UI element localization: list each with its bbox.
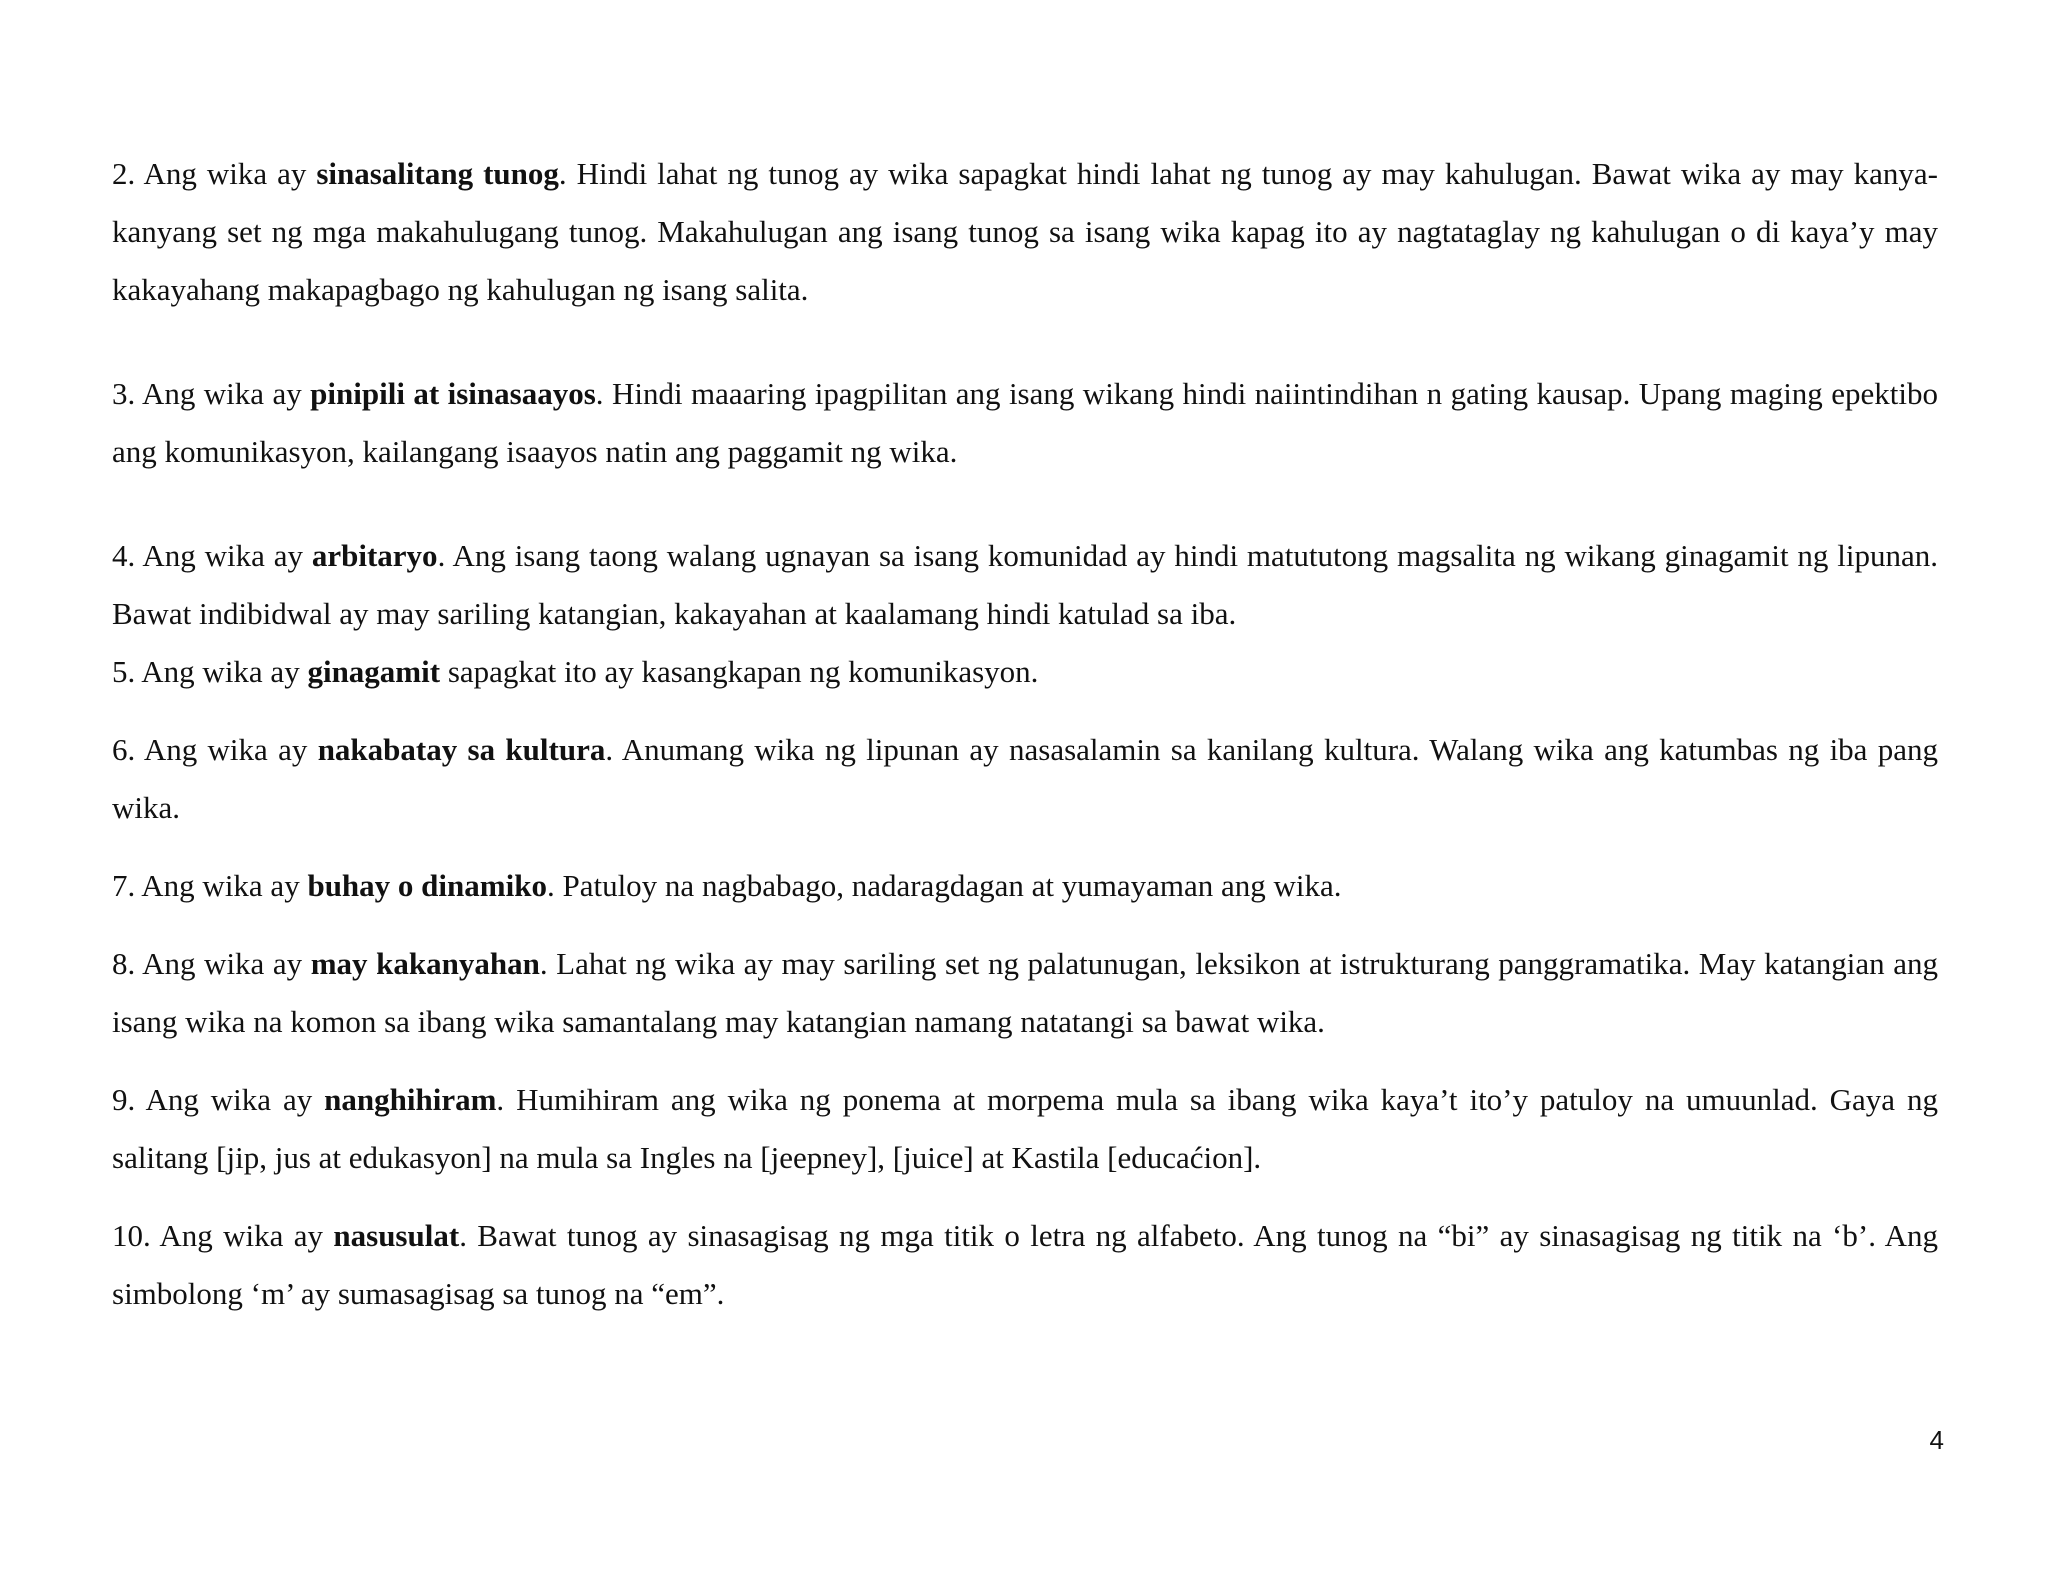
item-prefix: 9. Ang wika ay [112, 1082, 325, 1117]
list-item-9 [112, 1071, 1938, 1187]
list-item-3 [112, 365, 1938, 481]
list-item-8 [112, 935, 1938, 1051]
item-prefix: 6. Ang wika ay [112, 732, 318, 767]
item-prefix: 2. Ang wika ay [112, 156, 317, 191]
item-prefix: 3. Ang wika ay [112, 376, 311, 411]
item-body: . Hindi maaaring ipagpilitan ang isang wikang hindi naiintindihan n gating kausap. Upang maging epektibo ang komunikasyon, kailangang isaayos natin ang paggamit ng wika. [112, 376, 1938, 469]
item-body: . Ang isang taong walang ugnayan sa isang komunidad ay hindi matututong magsalita ng wikang ginagamit ng lipunan. Bawat indibidwal ay may sariling katangian, kakayahan at kaalamang hindi katulad sa iba. [112, 538, 1939, 631]
item-body: . Lahat ng wika ay may sariling set ng palatunugan, leksikon at istrukturang panggramatika. May katangian ang isang wika na komon sa ibang wika samantalang may katangian namang natatangi sa bawat wika. [112, 946, 1938, 1039]
item-body: . Patuloy na nagbabago, nadaragdagan at yumayaman ang wika. [546, 868, 1342, 903]
item-body: . Hindi lahat ng tunog ay wika sapagkat hindi lahat ng tunog ay may kahulugan. Bawat wika ay may kanya-kanyang set ng mga makahulugang tunog. Makahulugan ang isang tunog sa isang wika kapag ito ay nagtataglay ng kahulugan o di kaya’y may kakayahang makapagbago ng kahulugan ng isang salita. [112, 156, 1938, 307]
item-prefix: 4. Ang wika ay [112, 538, 312, 573]
item-term: nasusulat [333, 1218, 460, 1253]
item-prefix: 8. Ang wika ay [112, 946, 311, 981]
list-item-5 [112, 643, 1938, 701]
item-term: nanghihiram [324, 1082, 497, 1117]
list-item-2 [112, 145, 1938, 319]
list-item-7 [112, 857, 1938, 915]
item-term: buhay o dinamiko [307, 868, 547, 903]
list-item-4 [112, 527, 1938, 643]
item-term: arbitaryo [311, 538, 438, 573]
item-prefix: 10. Ang wika ay [112, 1218, 334, 1253]
item-body: sapagkat ito ay kasangkapan ng komunikasyon. [440, 654, 1039, 689]
item-term: nakabatay sa kultura [317, 732, 606, 767]
document-body [112, 145, 1938, 1323]
page-number: 4 [1929, 1425, 1944, 1455]
list-item-6 [112, 721, 1938, 837]
item-prefix: 5. Ang wika ay [112, 654, 308, 689]
item-term: pinipili at isinasaayos [310, 376, 596, 411]
item-body: . Humihiram ang wika ng ponema at morpema mula sa ibang wika kaya’t ito’y patuloy na umuunlad. Gaya ng salitang [jip, jus at edukasyon] na mula sa Ingles na [jeepney], [juice] at Kastila [educaćion]. [112, 1082, 1938, 1175]
list-item-10 [112, 1207, 1938, 1323]
item-prefix: 7. Ang wika ay [112, 868, 308, 903]
item-term: may kakanyahan [310, 946, 540, 981]
item-term: ginagamit [307, 654, 441, 689]
item-term: sinasalitang tunog [316, 156, 559, 191]
item-body: . Anumang wika ng lipunan ay nasasalamin sa kanilang kultura. Walang wika ang katumbas ng iba pang wika. [112, 732, 1939, 825]
item-body: . Bawat tunog ay sinasagisag ng mga titik o letra ng alfabeto. Ang tunog na “bi” ay sinasagisag ng titik na ‘b’. Ang simbolong ‘m’ ay sumasagisag sa tunog na “em”. [112, 1218, 1938, 1311]
